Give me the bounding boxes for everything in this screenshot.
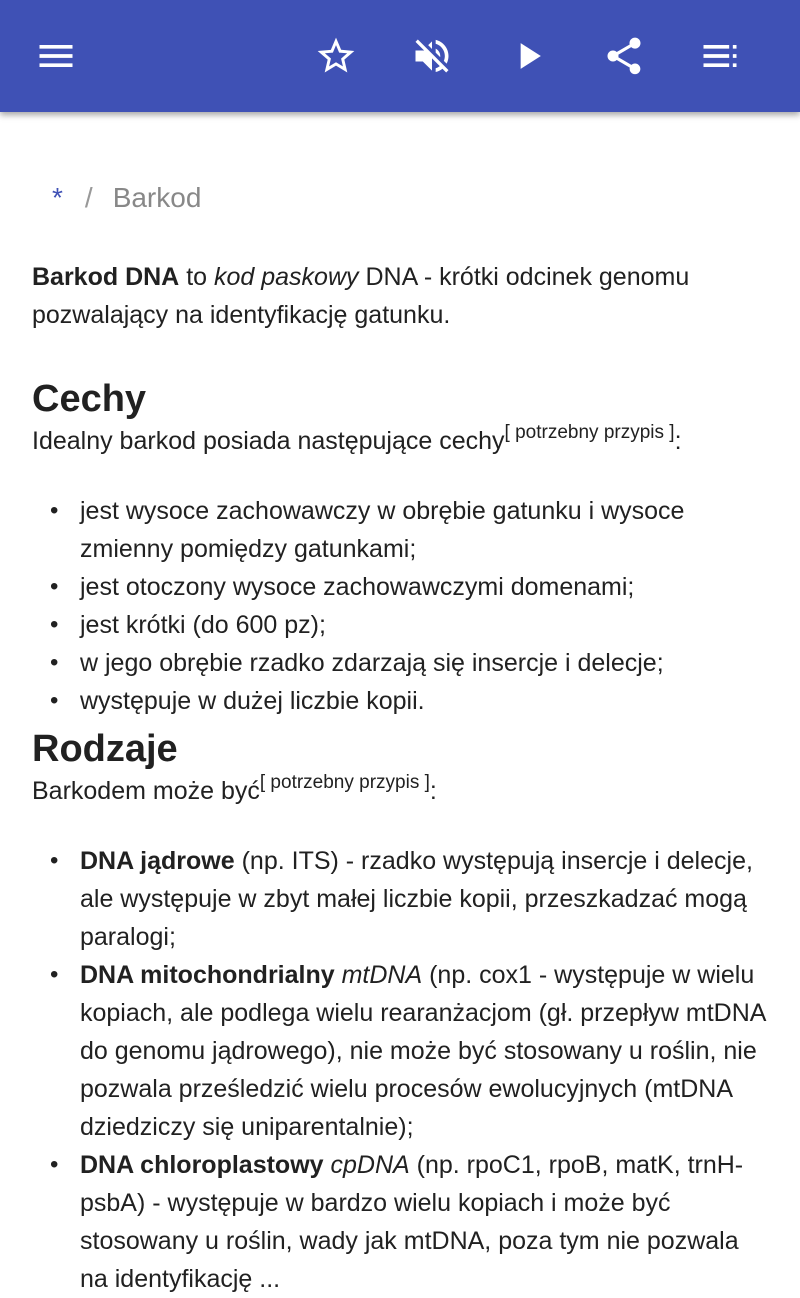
breadcrumb-separator: / xyxy=(84,182,93,213)
list-item xyxy=(80,842,768,956)
item-text: (np. ITS) - rzadko występują insercje i delecje, ale występuje w zbyt małej liczbie kopii, przeszkadzać mogą paralogi; xyxy=(80,847,753,951)
cechy-list xyxy=(32,492,768,720)
list-item xyxy=(80,956,768,1146)
cechy-lead-text: Idealny barkod posiada następujące cechy xyxy=(32,427,505,455)
item-term[interactable]: DNA jądrowe xyxy=(80,847,235,875)
item-text: (np. cox1 - występuje w wielu kopiach, ale podlega wielu rearanżacjom (gł. przepływ mtDNA do genomu jądrowego), nie może być stosowany u roślin, nie pozwala prześledzić wielu procesów ewolucyjnych (mtDNA dziedziczy się uniparentalnie); xyxy=(80,961,766,1141)
list-item: • w jego obrębie rzadko zdarzają się insercje i delecje; xyxy=(80,644,768,682)
item-term[interactable]: DNA chloroplastowy xyxy=(80,1151,324,1179)
section-title-rodzaje: Rodzaje xyxy=(32,728,178,770)
menu-button[interactable] xyxy=(28,28,84,84)
breadcrumb-current: Barkod xyxy=(112,182,202,213)
list-item xyxy=(80,1146,768,1298)
list-item: • występuje w dużej liczbie kopii. xyxy=(80,682,768,720)
intro-term: Barkod DNA xyxy=(32,263,180,291)
section-title-cechy: Cechy xyxy=(32,378,147,420)
star-icon xyxy=(314,34,358,78)
play-icon xyxy=(506,34,550,78)
favorite-button[interactable] xyxy=(308,28,364,84)
intro-to: to xyxy=(179,263,214,291)
article-content xyxy=(32,160,768,1298)
intro-rest: DNA - krótki odcinek genomu pozwalający na identyfikację gatunku. xyxy=(32,263,690,329)
menu-icon xyxy=(34,34,78,78)
rodzaje-lead-text: Barkodem może być xyxy=(32,777,260,805)
play-button[interactable] xyxy=(500,28,556,84)
intro-paragraph xyxy=(32,258,768,334)
share-button[interactable] xyxy=(596,28,652,84)
rodzaje-colon: : xyxy=(429,777,437,805)
item-abbrev: mtDNA xyxy=(341,961,423,989)
list-item: • jest krótki (do 600 pz); xyxy=(80,606,768,644)
list-icon xyxy=(698,34,742,78)
toc-button[interactable] xyxy=(692,28,748,84)
rodzaje-list xyxy=(32,842,768,1298)
mute-button[interactable] xyxy=(404,28,460,84)
item-abbrev: cpDNA xyxy=(330,1151,410,1179)
intro-alt-term: kod paskowy xyxy=(214,263,359,291)
cechy-lead xyxy=(32,422,768,460)
citation-needed-link[interactable]: [ potrzebny przypis ] xyxy=(259,771,430,793)
breadcrumb xyxy=(32,160,768,236)
list-item: • jest wysoce zachowawczy w obrębie gatunku i wysoce zmienny pomiędzy gatunkami; xyxy=(80,492,768,568)
item-text: (np. rpoC1, rpoB, matK, trnH-psbA) - występuje w bardzo wielu kopiach i może być stosowany u roślin, wady jak mtDNA, poza tym nie pozwala na identyfikację ... xyxy=(80,1151,744,1293)
rodzaje-lead xyxy=(32,772,768,810)
share-icon xyxy=(602,34,646,78)
item-term[interactable]: DNA mitochondrialny xyxy=(80,961,335,989)
list-item: • jest otoczony wysoce zachowawczymi domenami; xyxy=(80,568,768,606)
citation-needed-link[interactable]: [ potrzebny przypis ] xyxy=(504,421,675,443)
volume-off-icon xyxy=(410,34,454,78)
cechy-colon: : xyxy=(674,427,682,455)
app-bar xyxy=(0,0,800,112)
breadcrumb-home-link[interactable]: * xyxy=(52,182,63,213)
